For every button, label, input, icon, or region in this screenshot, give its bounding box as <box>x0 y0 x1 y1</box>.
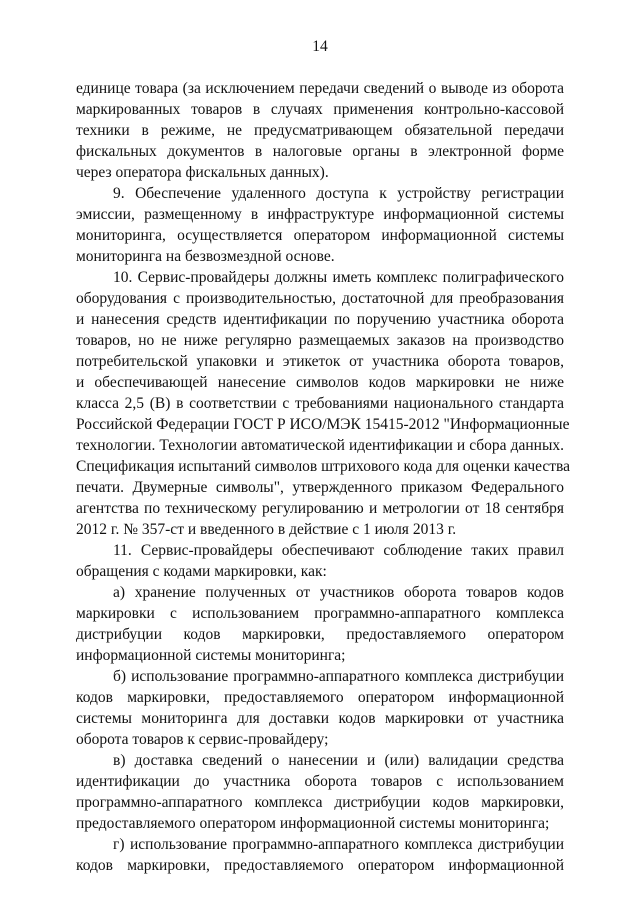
text-line: мониторинга, осуществляется оператором информационной системы <box>76 227 564 244</box>
text-line: обращения с кодами маркировки, как: <box>76 563 327 580</box>
text-line: а) хранение полученных от участников оборота товаров кодов <box>113 584 564 601</box>
text-line: класса 2,5 (В) в соответствии с требованиями национального стандарта <box>76 395 564 412</box>
text-line: дистрибуции кодов маркировки, предоставляемого оператором <box>76 626 564 643</box>
text-line: идентификации до участника оборота товаров с использованием <box>76 773 564 790</box>
text-line: 9. Обеспечение удаленного доступа к устройству регистрации <box>113 185 564 202</box>
text-line: оборота товаров к сервис-провайдеру; <box>76 731 329 748</box>
text-line: 11. Сервис-провайдеры обеспечивают соблюдение таких правил <box>113 542 564 559</box>
text-line: техники в режиме, не предусматривающем обязательной передачи <box>76 122 564 139</box>
text-line: через оператора фискальных данных). <box>76 164 329 181</box>
text-line: агентства по техническому регулированию и метрологии от 18 сентября <box>76 500 564 517</box>
text-line: 10. Сервис-провайдеры должны иметь комплекс полиграфического <box>113 269 564 286</box>
text-line: товаров, но не ниже регулярно размещаемых заказов на производство <box>76 332 564 349</box>
text-line: фискальных документов в налоговые органы в электронной форме <box>76 143 564 160</box>
text-line: 2012 г. № 357-ст и введенного в действие с 1 июля 2013 г. <box>76 521 457 538</box>
text-line: предоставляемого оператором информационной системы мониторинга; <box>76 815 550 832</box>
text-line: б) использование программно-аппаратного комплекса дистрибуции <box>113 668 564 685</box>
text-line: Российской Федерации ГОСТ Р ИСО/МЭК 15415-2012 "Информационные <box>76 416 570 433</box>
text-line: печати. Двумерные символы", утвержденного приказом Федерального <box>76 479 564 496</box>
text-line: в) доставка сведений о нанесении и (или) валидации средства <box>113 752 564 769</box>
text-line: Спецификация испытаний символов штрихового кода для оценки качества <box>76 458 571 475</box>
text-line: оборудования с производительностью, достаточной для преобразования <box>76 290 564 307</box>
text-line: системы мониторинга для доставки кодов маркировки от участника <box>76 710 564 727</box>
text-line: г) использование программно-аппаратного комплекса дистрибуции <box>113 836 564 853</box>
text-line: информационной системы мониторинга; <box>76 647 346 664</box>
text-line: и нанесения средств идентификации по поручению участника оборота <box>76 311 564 328</box>
text-line: и обеспечивающей нанесение символов кодов маркировки не ниже <box>76 374 564 391</box>
text-line: технологии. Технологии автоматической идентификации и сбора данных. <box>76 437 564 454</box>
text-line: маркированных товаров в случаях применения контрольно-кассовой <box>76 101 564 118</box>
page-number: 14 <box>312 38 328 55</box>
text-line: потребительской упаковки и этикеток от участника оборота товаров, <box>76 353 564 370</box>
text-line: маркировки с использованием программно-аппаратного комплекса <box>76 605 564 622</box>
text-line: кодов маркировки, предоставляемого оператором информационной <box>76 689 564 706</box>
text-line: эмиссии, размещенному в инфраструктуре информационной системы <box>76 206 564 223</box>
text-line: единице товара (за исключением передачи сведений о выводе из оборота <box>76 80 564 97</box>
text-line: кодов маркировки, предоставляемого оператором информационной <box>76 857 564 874</box>
text-line: мониторинга на безвозмездной основе. <box>76 248 335 265</box>
text-line: программно-аппаратного комплекса дистрибуции кодов маркировки, <box>76 794 564 811</box>
